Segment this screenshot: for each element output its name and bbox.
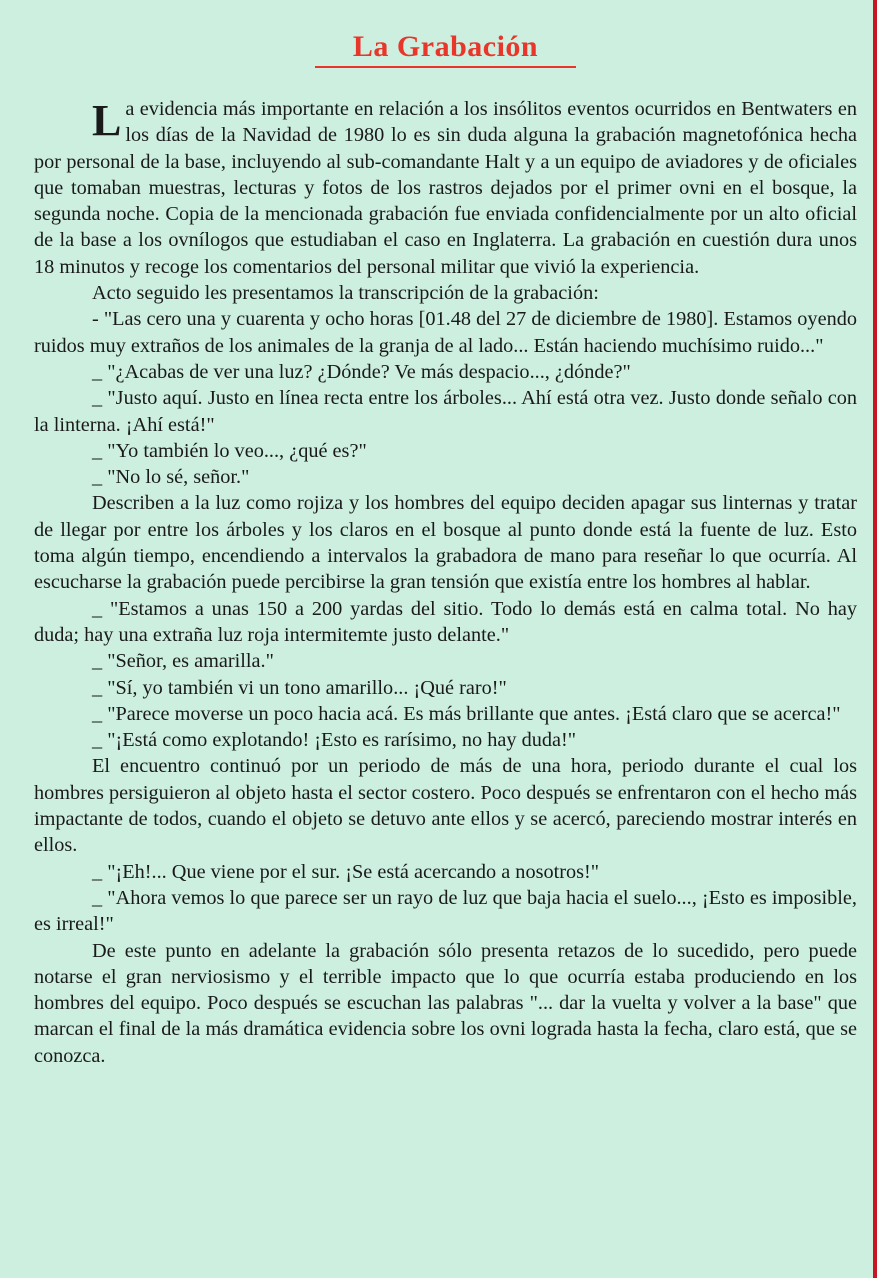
article-body [34, 96, 857, 1069]
paragraph: Describen a la luz como rojiza y los hombres del equipo deciden apagar sus linternas y tratar de llegar por entre los árboles y los claros en el bosque al punto donde está la fuente de luz. Esto toma algún tiempo, encendiendo a intervalos la grabadora de mano para reseñar lo que ocurría. Al escucharse la grabación puede percibirse la gran tensión que existía entre los hombres al hablar. [34, 492, 857, 594]
paragraph: _ "¡Eh!... Que viene por el sur. ¡Se está acercando a nosotros!" [92, 860, 600, 883]
paragraph [34, 96, 857, 280]
paragraph: _ "Señor, es amarilla." [92, 650, 274, 673]
paragraph-text: a evidencia más importante en relación a los insólitos eventos ocurridos en Bentwaters en los días de la Navidad de 1980 lo es sin duda alguna la grabación magnetofónica hecha por personal de la base, incluyendo al sub-comandante Halt y a un equipo de aviadores y de oficiales que tomaban muestras, lecturas y fotos de los rastros dejados por el primer ovni en el bosque, la segunda noche. Copia de la mencionada grabación fue enviada confidencialmente por un alto oficial de la base a los ovnílogos que estudiaban el caso en Inglaterra. La grabación en cuestión dura unos 18 minutos y recoge los comentarios del personal militar que vivió la experiencia. [34, 98, 857, 278]
title-container [34, 30, 857, 68]
paragraph: _ "Estamos a unas 150 a 200 yardas del sitio. Todo lo demás está en calma total. No hay duda; hay una extraña luz roja intermitemte justo delante." [34, 597, 857, 646]
paragraph: _ "Ahora vemos lo que parece ser un rayo de luz que baja hacia el suelo..., ¡Esto es imposible, es irreal!" [34, 886, 857, 936]
paragraph: _ "No lo sé, señor." [92, 466, 250, 489]
paragraph: Acto seguido les presentamos la transcripción de la grabación: [92, 282, 599, 305]
paragraph: _ "¡Está como explotando! ¡Esto es rarísimo, no hay duda!" [92, 729, 577, 752]
page-edge-border [873, 0, 877, 1278]
paragraph: _ "Yo también lo veo..., ¿qué es?" [92, 439, 367, 462]
paragraph: - "Las cero una y cuarenta y ocho horas [01.48 del 27 de diciembre de 1980]. Estamos oyendo ruidos muy extraños de los animales de la granja de al lado... Están haciendo muchísimo ruido..." [34, 308, 857, 357]
paragraph: _ "Sí, yo también vi un tono amarillo... ¡Qué raro!" [92, 676, 507, 699]
paragraph: _ "Justo aquí. Justo en línea recta entre los árboles... Ahí está otra vez. Justo donde señalo con la linterna. ¡Ahí está!" [34, 387, 857, 436]
paragraph: _ "Parece moverse un poco hacia acá. Es más brillante que antes. ¡Está claro que se acerca!" [92, 702, 841, 725]
drop-cap: L [92, 96, 122, 145]
page-title: La Grabación [315, 30, 576, 68]
paragraph: _ "¿Acabas de ver una luz? ¿Dónde? Ve más despacio..., ¿dónde?" [92, 360, 631, 383]
paragraph: El encuentro continuó por un periodo de más de una hora, periodo durante el cual los hombres persiguieron al objeto hasta el sector costero. Poco después se enfrentaron con el hecho más impactante de todos, cuando el objeto se detuvo ante ellos y se acercó, pareciendo mostrar interés en ellos. [34, 755, 857, 857]
paragraph: De este punto en adelante la grabación sólo presenta retazos de lo sucedido, pero puede notarse el gran nerviosismo y el terrible impacto que lo que ocurría estaba produciendo en los hombres del equipo. Poco después se escuchan las palabras "... dar la vuelta y volver a la base" que marcan el final de la más dramática evidencia sobre los ovni lograda hasta la fecha, claro está, que se conozca. [34, 939, 857, 1067]
